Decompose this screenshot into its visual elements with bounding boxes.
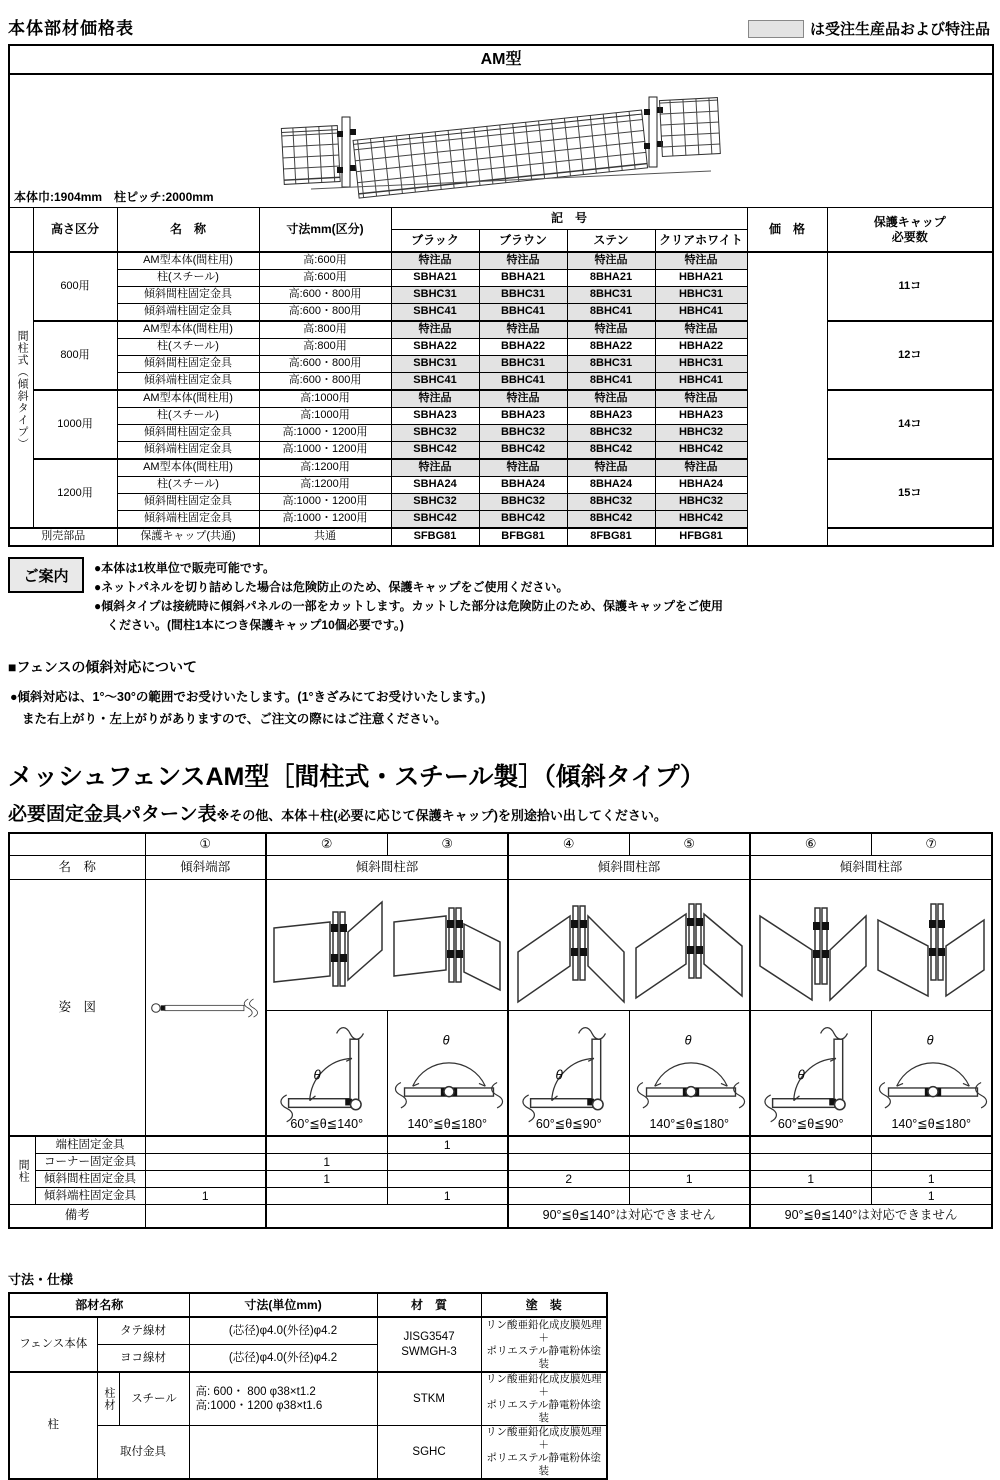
code-cell: 特注品 bbox=[655, 390, 747, 408]
code-cell: 特注品 bbox=[391, 390, 479, 408]
code-cell: BBHC41 bbox=[479, 373, 567, 391]
panels-diagram-23 bbox=[270, 886, 504, 1004]
code-cell: 特注品 bbox=[479, 390, 567, 408]
angle-range: 140°≦θ≦180° bbox=[649, 1117, 730, 1132]
fitting-name: 傾斜間柱固定金具 bbox=[35, 1171, 145, 1188]
angle-cell-5 bbox=[629, 1011, 750, 1137]
code-cell: HBHC31 bbox=[655, 356, 747, 373]
group-label-cell bbox=[9, 1136, 35, 1205]
part-size: 高:600用 bbox=[259, 252, 391, 270]
part-name: 保護キャップ(共通) bbox=[117, 528, 259, 546]
pattern-num-6: ⑥ bbox=[750, 833, 871, 856]
corner-angle-diagram bbox=[755, 1020, 867, 1116]
code-cell: 特注品 bbox=[567, 390, 655, 408]
spec-sub-yoko: ヨコ線材 bbox=[97, 1345, 189, 1373]
fitting-row bbox=[9, 1171, 992, 1188]
code-cell: SBHA21 bbox=[391, 270, 479, 287]
col-header-brown: ブラウン bbox=[479, 230, 567, 253]
code-cell: 8BHC31 bbox=[567, 356, 655, 373]
panels-diagram-45 bbox=[512, 886, 746, 1004]
qty-cell: 1 bbox=[387, 1188, 508, 1205]
code-cell: 特注品 bbox=[567, 252, 655, 270]
pattern-num-5: ⑤ bbox=[629, 833, 750, 856]
code-cell: HBHA24 bbox=[655, 477, 747, 494]
part-header-2: 傾斜間柱部 bbox=[266, 856, 508, 880]
col-header-clearwhite: クリアホワイト bbox=[655, 230, 747, 253]
slope-heading: ■フェンスの傾斜対応について bbox=[8, 659, 198, 675]
spec-size: (芯径)φ4.0(外径)φ4.2 bbox=[189, 1345, 377, 1373]
code-cell: 8BHA21 bbox=[567, 270, 655, 287]
straight-angle-diagram bbox=[632, 1020, 750, 1116]
angle-range: 60°≦θ≦140° bbox=[290, 1117, 364, 1132]
code-cell: HBHC32 bbox=[655, 425, 747, 442]
fitting-row bbox=[9, 1136, 992, 1154]
end-post-diagram bbox=[149, 988, 261, 1028]
code-cell: SBHC31 bbox=[391, 356, 479, 373]
straight-angle-diagram bbox=[390, 1020, 508, 1116]
legend bbox=[748, 18, 990, 39]
corner-angle-diagram bbox=[271, 1020, 383, 1116]
part-size: 共通 bbox=[259, 528, 391, 546]
figure-label: 姿 図 bbox=[9, 880, 145, 1137]
qty-cell bbox=[871, 1154, 992, 1171]
col-header-price: 価 格 bbox=[747, 208, 827, 253]
code-cell: BBHC41 bbox=[479, 304, 567, 322]
spec-material: JISG3547 SWMGH-3 bbox=[377, 1317, 481, 1372]
qty-cell: 1 bbox=[629, 1171, 750, 1188]
code-cell: BBHC42 bbox=[479, 442, 567, 460]
col-header-sten: ステン bbox=[567, 230, 655, 253]
qty-cell: 1 bbox=[387, 1136, 508, 1154]
angle-range: 140°≦θ≦180° bbox=[407, 1117, 488, 1132]
part-name: 傾斜端柱固定金具 bbox=[117, 304, 259, 322]
spec-material: SGHC bbox=[377, 1426, 481, 1480]
figure-row-top bbox=[9, 880, 992, 1011]
spec-paint: リン酸亜鉛化成皮膜処理 ＋ ポリエステル静電粉体塗装 bbox=[481, 1317, 607, 1372]
col-header-code: 記 号 bbox=[391, 208, 747, 230]
code-cell: SBHA22 bbox=[391, 339, 479, 356]
caps-count: 15コ bbox=[827, 459, 993, 528]
angle-cell-2 bbox=[266, 1011, 387, 1137]
remarks-23 bbox=[266, 1205, 508, 1229]
qty-cell bbox=[145, 1171, 266, 1188]
code-cell: BFBG81 bbox=[479, 528, 567, 546]
code-cell: 8BHC41 bbox=[567, 304, 655, 322]
code-cell: 特注品 bbox=[479, 459, 567, 477]
part-size: 高:1000用 bbox=[259, 408, 391, 425]
height-cell: 1000用 bbox=[33, 390, 117, 459]
legend-text: は受注生産品および特注品 bbox=[809, 21, 990, 38]
page-header bbox=[0, 0, 1000, 44]
guide-note: ください。(間柱1本につき保護キャップ10個必要です。) bbox=[107, 618, 404, 632]
col-header-caps: 保護キャップ 必要数 bbox=[827, 208, 993, 253]
qty-cell bbox=[629, 1188, 750, 1205]
height-cell: 1200用 bbox=[33, 459, 117, 528]
spec-paint: リン酸亜鉛化成皮膜処理 ＋ ポリエステル静電粉体塗装 bbox=[481, 1426, 607, 1480]
table-row bbox=[9, 528, 993, 546]
spec-part-post: 柱 bbox=[9, 1372, 97, 1479]
col-header-black: ブラック bbox=[391, 230, 479, 253]
code-cell: HBHA22 bbox=[655, 339, 747, 356]
spec-title: 寸法・仕様 bbox=[8, 1272, 74, 1287]
remarks-row bbox=[9, 1205, 992, 1229]
table-row bbox=[9, 252, 993, 270]
spec-size: (芯径)φ4.0(外径)φ4.2 bbox=[189, 1317, 377, 1345]
figure-end-post bbox=[145, 880, 266, 1137]
code-cell: 8BHA24 bbox=[567, 477, 655, 494]
qty-cell: 1 bbox=[145, 1188, 266, 1205]
code-cell: 特注品 bbox=[479, 252, 567, 270]
code-cell: BBHA21 bbox=[479, 270, 567, 287]
spec-col-material: 材 質 bbox=[377, 1293, 481, 1317]
angle-cell-6 bbox=[750, 1011, 871, 1137]
part-size: 高:600・800用 bbox=[259, 373, 391, 391]
qty-cell: 1 bbox=[871, 1171, 992, 1188]
part-size: 高:600・800用 bbox=[259, 304, 391, 322]
pattern-num-2: ② bbox=[266, 833, 387, 856]
code-cell: 特注品 bbox=[567, 459, 655, 477]
gray-swatch-icon bbox=[748, 20, 804, 38]
code-cell: 特注品 bbox=[391, 252, 479, 270]
fitting-name: コーナー固定金具 bbox=[35, 1154, 145, 1171]
spec-header-row bbox=[9, 1293, 607, 1317]
qty-cell bbox=[629, 1136, 750, 1154]
part-size: 高:1000・1200用 bbox=[259, 511, 391, 529]
part-name: 傾斜間柱固定金具 bbox=[117, 494, 259, 511]
part-name: AM型本体(間柱用) bbox=[117, 321, 259, 339]
pattern-num-3: ③ bbox=[387, 833, 508, 856]
spec-col-paint: 塗 装 bbox=[481, 1293, 607, 1317]
code-cell: SBHC41 bbox=[391, 373, 479, 391]
part-header-1: 傾斜端部 bbox=[145, 856, 266, 880]
part-name: AM型本体(間柱用) bbox=[117, 390, 259, 408]
side-label-cell bbox=[9, 252, 33, 528]
code-cell: HBHC32 bbox=[655, 494, 747, 511]
slope-note-2: また右上がり・左上がりがありますので、ご注文の際にはご注意ください。 bbox=[22, 712, 447, 726]
code-cell: HBHC41 bbox=[655, 304, 747, 322]
part-size: 高:800用 bbox=[259, 339, 391, 356]
guide-note: ●傾斜タイプは接続時に傾斜パネルの一部をカットします。カットした部分は危険防止のため、保護キャップをご使用 bbox=[94, 599, 723, 613]
qty-cell bbox=[508, 1188, 629, 1205]
part-size: 高:1000・1200用 bbox=[259, 425, 391, 442]
code-cell: BBHA23 bbox=[479, 408, 567, 425]
part-name: 柱(スチール) bbox=[117, 270, 259, 287]
table-row bbox=[9, 321, 993, 339]
side-label: 間柱式（傾斜タイプ） bbox=[16, 330, 29, 450]
qty-cell: 1 bbox=[871, 1188, 992, 1205]
pattern-num-1: ① bbox=[145, 833, 266, 856]
table-row bbox=[9, 459, 993, 477]
code-cell: 8BHC42 bbox=[567, 442, 655, 460]
part-name: AM型本体(間柱用) bbox=[117, 252, 259, 270]
fitting-row bbox=[9, 1154, 992, 1171]
height-cell: 600用 bbox=[33, 252, 117, 321]
qty-cell bbox=[387, 1171, 508, 1188]
fitting-name: 端柱固定金具 bbox=[35, 1136, 145, 1154]
part-name: 傾斜端柱固定金具 bbox=[117, 511, 259, 529]
fence-illustration bbox=[281, 79, 721, 191]
part-size: 高:1200用 bbox=[259, 477, 391, 494]
svg-text:θ: θ bbox=[442, 1033, 450, 1048]
code-cell: BBHC31 bbox=[479, 287, 567, 304]
svg-text:θ: θ bbox=[555, 1067, 563, 1083]
qty-cell bbox=[145, 1154, 266, 1171]
qty-cell: 1 bbox=[266, 1154, 387, 1171]
part-size: 高:800用 bbox=[259, 321, 391, 339]
caps-count: 14コ bbox=[827, 390, 993, 459]
spec-col-size: 寸法(単位mm) bbox=[189, 1293, 377, 1317]
col-header-height: 高さ区分 bbox=[33, 208, 117, 253]
angle-cell-3 bbox=[387, 1011, 508, 1137]
part-name: 傾斜間柱固定金具 bbox=[117, 356, 259, 373]
guide-note: ●本体は1枚単位で販売可能です。 bbox=[94, 561, 275, 575]
pattern-number-row bbox=[9, 833, 992, 856]
code-cell: HBHC42 bbox=[655, 442, 747, 460]
code-cell: 特注品 bbox=[479, 321, 567, 339]
code-cell: SFBG81 bbox=[391, 528, 479, 546]
code-cell: SBHC31 bbox=[391, 287, 479, 304]
angle-range: 60°≦θ≦90° bbox=[777, 1117, 844, 1132]
angle-cell-7 bbox=[871, 1011, 992, 1137]
fence-illustration-cell bbox=[9, 74, 993, 208]
part-name: AM型本体(間柱用) bbox=[117, 459, 259, 477]
part-name: 傾斜間柱固定金具 bbox=[117, 425, 259, 442]
spec-sub-bracket: 取付金具 bbox=[97, 1426, 189, 1480]
spec-paint: リン酸亜鉛化成皮膜処理 ＋ ポリエステル静電粉体塗装 bbox=[481, 1372, 607, 1426]
code-cell: HBHA23 bbox=[655, 408, 747, 425]
angle-cell-4 bbox=[508, 1011, 629, 1137]
code-cell: HFBG81 bbox=[655, 528, 747, 546]
code-cell: BBHC31 bbox=[479, 356, 567, 373]
spec-sub-tate: タテ線材 bbox=[97, 1317, 189, 1345]
pattern-table-note: ※その他、本体＋柱(必要に応じて保護キャップ)を別途拾い出してください。 bbox=[216, 808, 667, 823]
col-header-size: 寸法mm(区分) bbox=[259, 208, 391, 253]
corner-cell bbox=[9, 833, 145, 856]
spec-sub-postmat: 柱材 bbox=[97, 1372, 119, 1426]
spec-row bbox=[9, 1426, 607, 1480]
slope-note-1: ●傾斜対応は、1°〜30°の範囲でお受けいたします。(1°きざみにてお受けいたします。) bbox=[10, 690, 486, 704]
model-header: AM型 bbox=[9, 45, 993, 74]
code-cell: 8BHC32 bbox=[567, 494, 655, 511]
panels-diagram-67 bbox=[754, 886, 988, 1004]
qty-cell bbox=[508, 1154, 629, 1171]
qty-cell bbox=[145, 1136, 266, 1154]
qty-cell bbox=[750, 1188, 871, 1205]
code-cell: 特注品 bbox=[655, 459, 747, 477]
qty-cell bbox=[750, 1136, 871, 1154]
guide-notes bbox=[94, 557, 723, 635]
guide-section bbox=[8, 557, 1000, 635]
code-cell: 8BHC42 bbox=[567, 511, 655, 529]
height-cell: 800用 bbox=[33, 321, 117, 390]
section-subtitle-line bbox=[8, 799, 1000, 826]
code-cell: 8BHC41 bbox=[567, 373, 655, 391]
code-cell: HBHA21 bbox=[655, 270, 747, 287]
spec-row bbox=[9, 1317, 607, 1345]
code-cell: SBHA23 bbox=[391, 408, 479, 425]
caps-count: 11コ bbox=[827, 252, 993, 321]
spec-col-part: 部材名称 bbox=[9, 1293, 189, 1317]
qty-cell bbox=[508, 1136, 629, 1154]
spec-sub-steel: スチール bbox=[119, 1372, 189, 1426]
code-cell: SBHC42 bbox=[391, 511, 479, 529]
name-header: 名 称 bbox=[9, 856, 145, 880]
part-name: 柱(スチール) bbox=[117, 477, 259, 494]
fitting-pattern-table bbox=[8, 832, 993, 1229]
table-row bbox=[9, 390, 993, 408]
code-cell: BBHC42 bbox=[479, 511, 567, 529]
corner-angle-diagram bbox=[513, 1020, 625, 1116]
svg-text:θ: θ bbox=[684, 1033, 692, 1048]
qty-cell bbox=[266, 1136, 387, 1154]
spec-size: 高: 600・ 800 φ38×t1.2 高:1000・1200 φ38×t1.6 bbox=[189, 1372, 377, 1426]
part-header-4: 傾斜間柱部 bbox=[750, 856, 992, 880]
angle-range: 60°≦θ≦90° bbox=[535, 1117, 602, 1132]
part-size: 高:1000用 bbox=[259, 390, 391, 408]
code-cell: 特注品 bbox=[567, 321, 655, 339]
code-cell: HBHC41 bbox=[655, 373, 747, 391]
section-title: メッシュフェンスAM型［間柱式・スチール製］（傾斜タイプ） bbox=[8, 763, 705, 791]
qty-cell: 1 bbox=[266, 1171, 387, 1188]
caps-count: 12コ bbox=[827, 321, 993, 390]
angle-range: 140°≦θ≦180° bbox=[891, 1117, 972, 1132]
price-table bbox=[8, 44, 994, 547]
code-cell: SBHC42 bbox=[391, 442, 479, 460]
qty-cell: 2 bbox=[508, 1171, 629, 1188]
part-name: 傾斜端柱固定金具 bbox=[117, 442, 259, 460]
qty-cell bbox=[750, 1154, 871, 1171]
code-cell: SBHA24 bbox=[391, 477, 479, 494]
pattern-name-row bbox=[9, 856, 992, 880]
remarks-label: 備考 bbox=[9, 1205, 145, 1229]
figure-panels-45 bbox=[508, 880, 750, 1011]
part-name: 柱(スチール) bbox=[117, 339, 259, 356]
code-cell: 8BHC31 bbox=[567, 287, 655, 304]
part-size: 高:1000・1200用 bbox=[259, 442, 391, 460]
code-cell: SBHC41 bbox=[391, 304, 479, 322]
qty-cell: 1 bbox=[750, 1171, 871, 1188]
qty-cell bbox=[629, 1154, 750, 1171]
code-cell: BBHC32 bbox=[479, 425, 567, 442]
remarks-45: 90°≦θ≦140°は対応できません bbox=[508, 1205, 750, 1229]
part-size: 高:600用 bbox=[259, 270, 391, 287]
caps-empty-cell bbox=[827, 528, 993, 546]
corner-cell bbox=[9, 208, 33, 253]
page-title: 本体部材価格表 bbox=[8, 19, 134, 38]
svg-text:θ: θ bbox=[926, 1033, 934, 1048]
code-cell: 8BHA23 bbox=[567, 408, 655, 425]
price-cell bbox=[747, 252, 827, 546]
part-size: 高:600・800用 bbox=[259, 356, 391, 373]
guide-badge: ご案内 bbox=[8, 557, 84, 593]
code-cell: SBHC32 bbox=[391, 494, 479, 511]
remarks-67: 90°≦θ≦140°は対応できません bbox=[750, 1205, 992, 1229]
spec-row bbox=[9, 1372, 607, 1426]
svg-text:θ: θ bbox=[313, 1067, 321, 1083]
pattern-num-7: ⑦ bbox=[871, 833, 992, 856]
code-cell: 8BHA22 bbox=[567, 339, 655, 356]
code-cell: 特注品 bbox=[391, 321, 479, 339]
svg-text:θ: θ bbox=[797, 1067, 805, 1083]
code-cell: HBHC42 bbox=[655, 511, 747, 529]
pattern-num-4: ④ bbox=[508, 833, 629, 856]
code-cell: BBHC32 bbox=[479, 494, 567, 511]
code-cell: 特注品 bbox=[655, 321, 747, 339]
col-header-name: 名 称 bbox=[117, 208, 259, 253]
part-size: 高:1000・1200用 bbox=[259, 494, 391, 511]
extra-row-label: 別売部品 bbox=[9, 528, 117, 546]
guide-note: ●ネットパネルを切り詰めした場合は危険防止のため、保護キャップをご使用ください。 bbox=[94, 580, 569, 594]
qty-cell bbox=[871, 1136, 992, 1154]
part-name: 柱(スチール) bbox=[117, 408, 259, 425]
code-cell: 特注品 bbox=[391, 459, 479, 477]
part-size: 高:600・800用 bbox=[259, 287, 391, 304]
group-label: 間柱 bbox=[17, 1158, 30, 1183]
part-size: 高:1200用 bbox=[259, 459, 391, 477]
pattern-table-title: 必要固定金具パターン表 bbox=[8, 804, 217, 825]
code-cell: SBHC32 bbox=[391, 425, 479, 442]
fitting-row bbox=[9, 1188, 992, 1205]
spec-material: STKM bbox=[377, 1372, 481, 1426]
figure-panels-67 bbox=[750, 880, 992, 1011]
remarks-1 bbox=[145, 1205, 266, 1229]
figure-panels-23 bbox=[266, 880, 508, 1011]
code-cell: HBHC31 bbox=[655, 287, 747, 304]
code-cell: BBHA24 bbox=[479, 477, 567, 494]
code-cell: 8FBG81 bbox=[567, 528, 655, 546]
spec-part-fence: フェンス本体 bbox=[9, 1317, 97, 1372]
part-name: 傾斜端柱固定金具 bbox=[117, 373, 259, 391]
code-cell: 特注品 bbox=[655, 252, 747, 270]
spec-size bbox=[189, 1426, 377, 1480]
straight-angle-diagram bbox=[874, 1020, 992, 1116]
part-name: 傾斜間柱固定金具 bbox=[117, 287, 259, 304]
code-cell: 8BHC32 bbox=[567, 425, 655, 442]
qty-cell bbox=[387, 1154, 508, 1171]
part-header-3: 傾斜間柱部 bbox=[508, 856, 750, 880]
qty-cell bbox=[266, 1188, 387, 1205]
fence-dimensions-caption: 本体巾:1904mm 柱ピッチ:2000mm bbox=[14, 190, 214, 204]
fitting-name: 傾斜端柱固定金具 bbox=[35, 1188, 145, 1205]
code-cell: BBHA22 bbox=[479, 339, 567, 356]
spec-table bbox=[8, 1292, 608, 1480]
